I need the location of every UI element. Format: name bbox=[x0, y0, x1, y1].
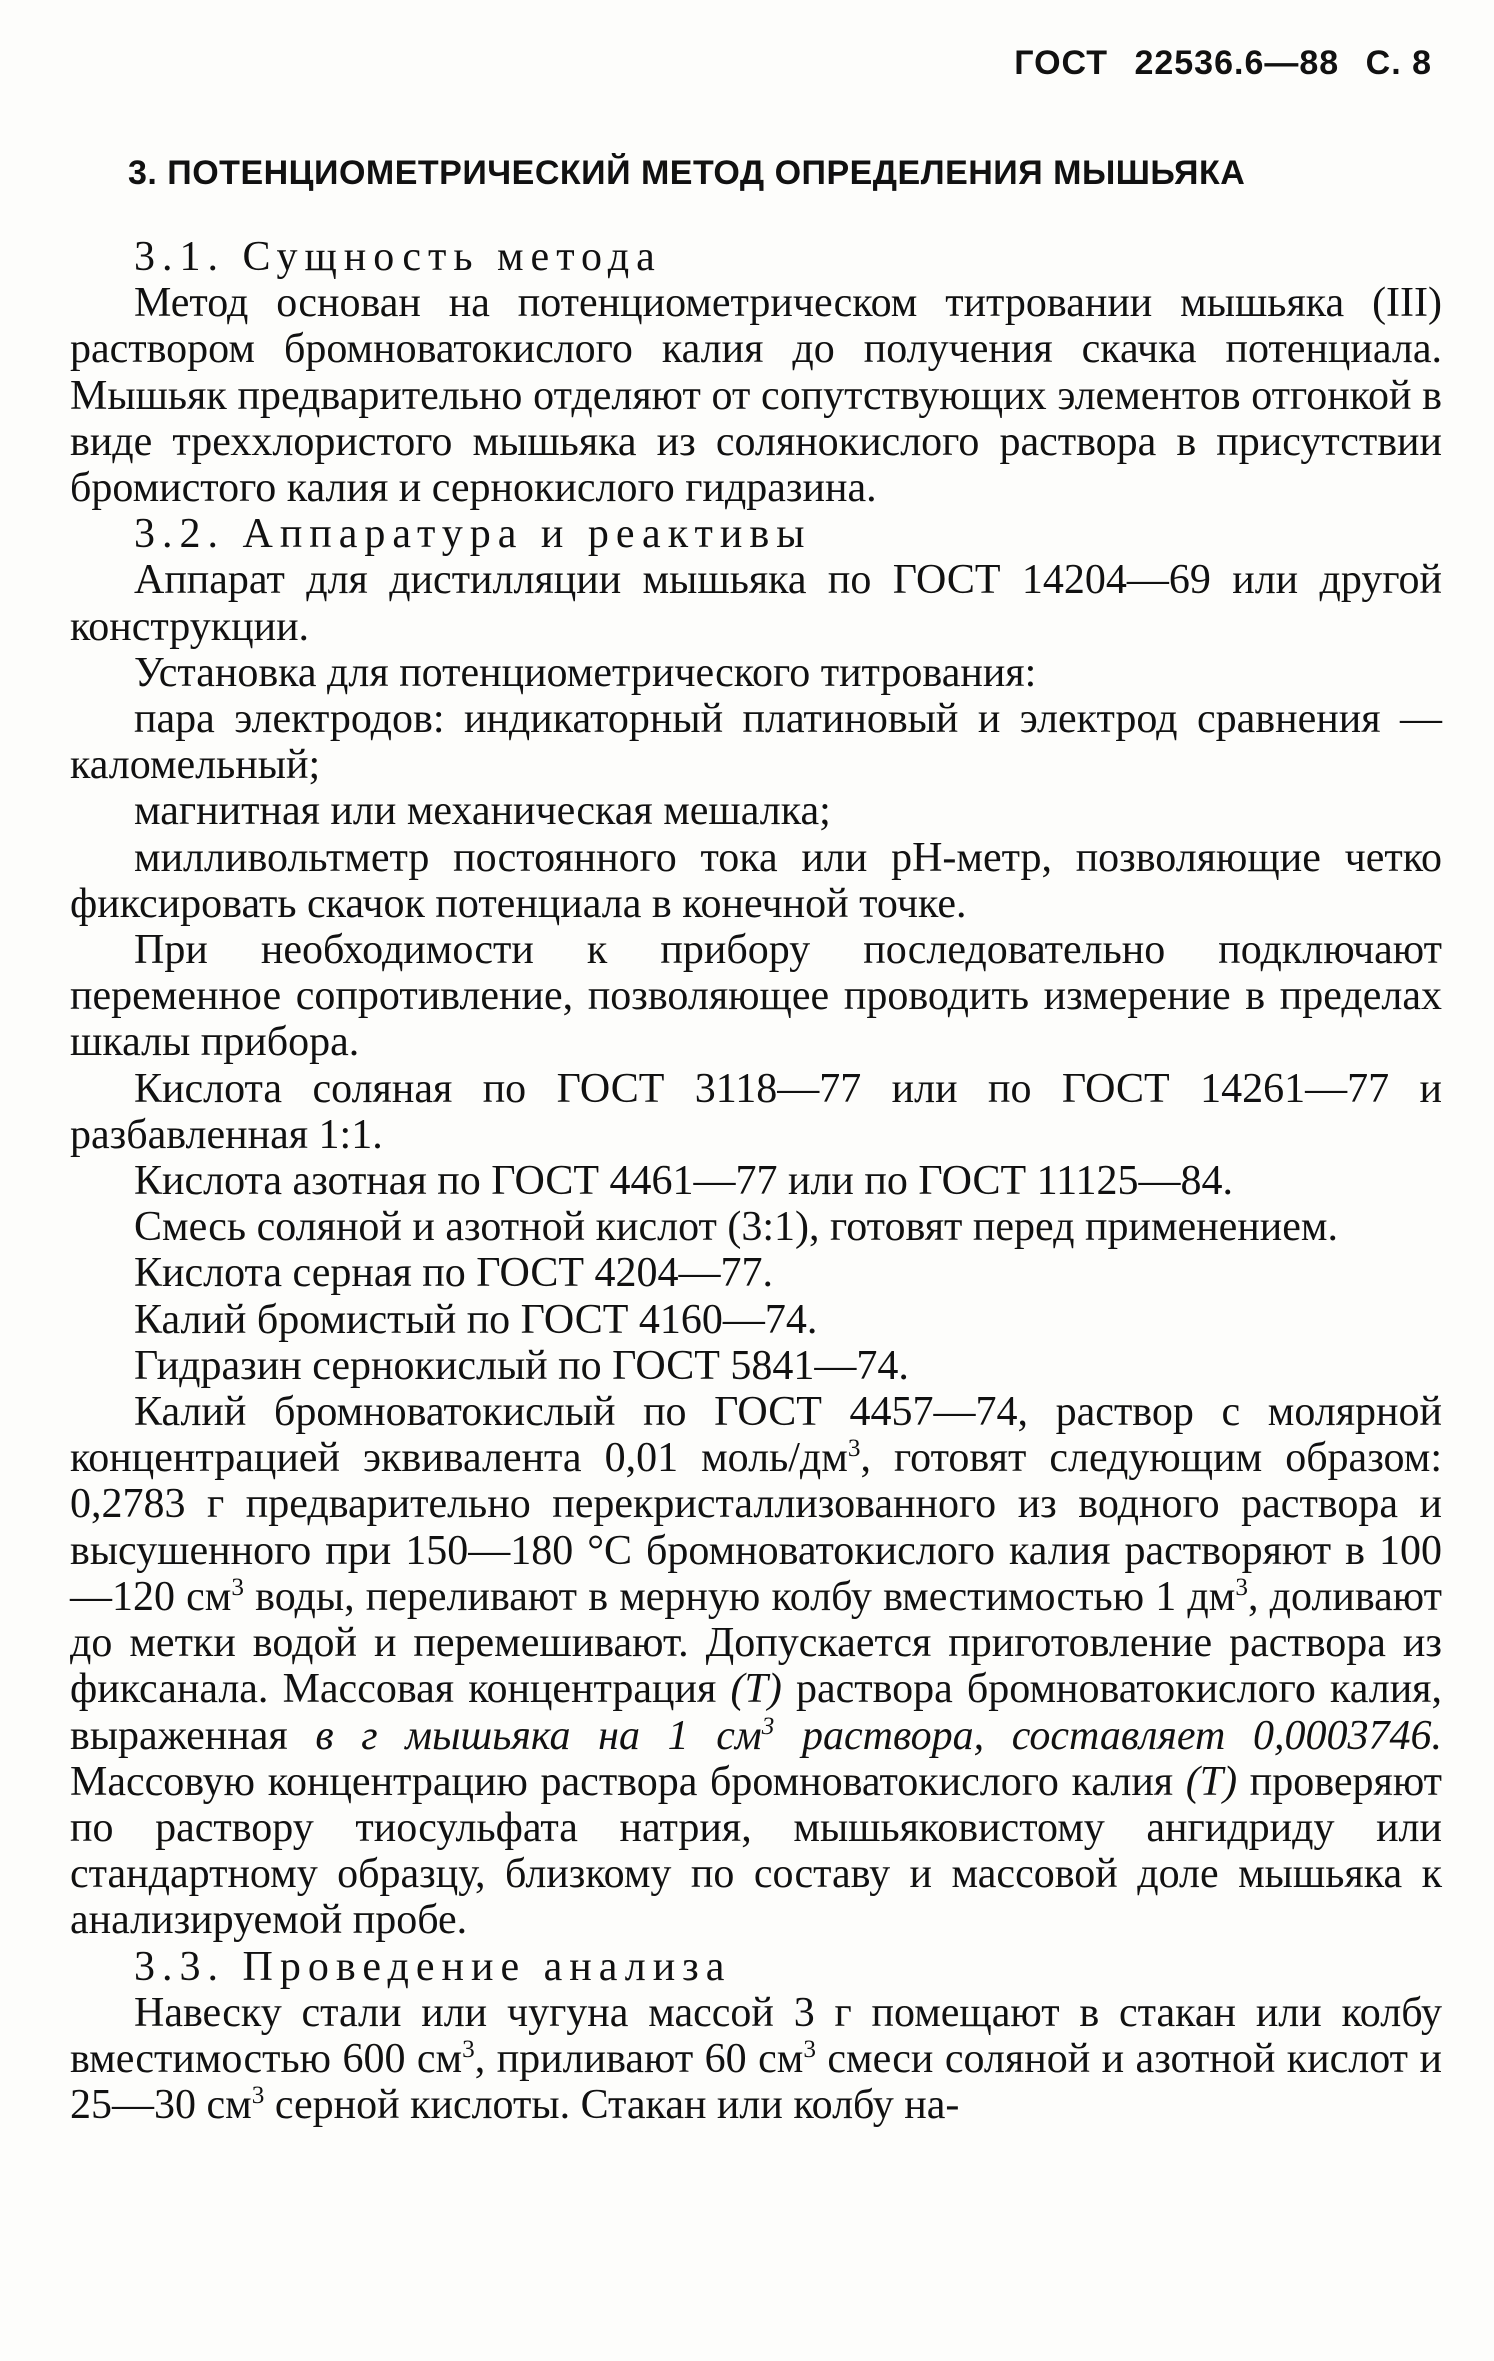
section-title: 3. ПОТЕНЦИОМЕТРИЧЕСКИЙ МЕТОД ОПРЕДЕЛЕНИЯ МЫШЬЯКА bbox=[128, 154, 1246, 192]
paragraph: Кислота соляная по ГОСТ 3118—77 или по ГОСТ 14261—77 и разбавленная 1:1. bbox=[70, 1065, 1442, 1158]
paragraph: Метод основан на потенциометрическом титровании мышьяка (III) раствором бромноватокислого калия до получения скачка потенциала. Мышьяк предварительно отделяют от сопутствующих элементов отгонкой в виде треххлористого мышьяка из солянокислого раствора в присутствии бромистого калия и сернокислого гидразина. bbox=[70, 280, 1442, 512]
paragraph: При необходимости к прибору последовательно подключают переменное сопротивление, позволяющее проводить измерение в пределах шкалы прибора. bbox=[70, 927, 1442, 1066]
paragraph: пара электродов: индикаторный платиновый и электрод сравнения — каломельный; bbox=[70, 696, 1442, 789]
paragraph: Гидразин сернокислый по ГОСТ 5841—74. bbox=[134, 1342, 909, 1389]
header-standard: ГОСТ bbox=[1014, 44, 1108, 82]
paragraph: Установка для потенциометрического титрования: bbox=[134, 649, 1037, 696]
paragraph: Аппарат для дистилляции мышьяка по ГОСТ 14204—69 или другой конструкции. bbox=[70, 557, 1442, 650]
subsection-heading-3-3: 3.3. Проведение анализа bbox=[134, 1943, 732, 1990]
paragraph: милливольтметр постоянного тока или pH-метр, позволяющие четко фиксировать скачок потенциала в конечной точке. bbox=[70, 834, 1442, 927]
subsection-heading-3-2: 3.2. Аппаратура и реактивы bbox=[134, 511, 812, 558]
paragraph: Смесь соляной и азотной кислот (3:1), готовят перед применением. bbox=[134, 1204, 1338, 1251]
subsection-heading-3-1: 3.1. Сущность метода bbox=[134, 234, 662, 280]
paragraph: магнитная или механическая мешалка; bbox=[134, 788, 831, 835]
paragraph: Кислота азотная по ГОСТ 4461—77 или по ГОСТ 11125—84. bbox=[134, 1158, 1234, 1205]
paragraph: Калий бромистый по ГОСТ 4160—74. bbox=[134, 1296, 818, 1343]
paragraph: Кислота серная по ГОСТ 4204—77. bbox=[134, 1250, 774, 1297]
paragraph-analysis: Навеску стали или чугуна массой 3 г помещают в стакан или колбу вместимостью 600 $см^3$, приливают 60 $см^3$ смеси соляной и азотной кислот и 25—30 $см^3$ серной кислоты. Стакан или колбу на- bbox=[70, 1989, 1442, 2129]
paragraph-bromate-solution: Калий бромноватокислый по ГОСТ 4457—74, раствор с молярной концентрацией эквивалента 0,01 моль/$дм^3$, готовят следующим образом: 0,2783 г предварительно перекристаллизованного из водного раствора и высушенного при 150—180 °С бромноватокислого калия растворяют в 100—120 $см^3$ воды, переливают в мерную колбу вместимостью 1 $дм^3$, доливают до метки водой и перемешивают. Допускается приготовление раствора из фиксанала. Массовая концентрация (Т) раствора бромноватокислого калия, выраженная в г мышьяка на 1 $см^3$ раствора, составляет 0,0003746. Массовую концентрацию раствора бромноватокислого калия (Т) проверяют по раствору тиосульфата натрия, мышьяковистому ангидриду или стандартному образцу, близкому по составу и массовой доле мышьяка к анализируемой пробе. bbox=[70, 1389, 1443, 1944]
document-body bbox=[70, 150, 1442, 2128]
header-number: 22536.6—88 bbox=[1134, 44, 1340, 82]
header-page-label: С. 8 bbox=[1365, 44, 1432, 82]
running-header bbox=[998, 44, 1432, 83]
